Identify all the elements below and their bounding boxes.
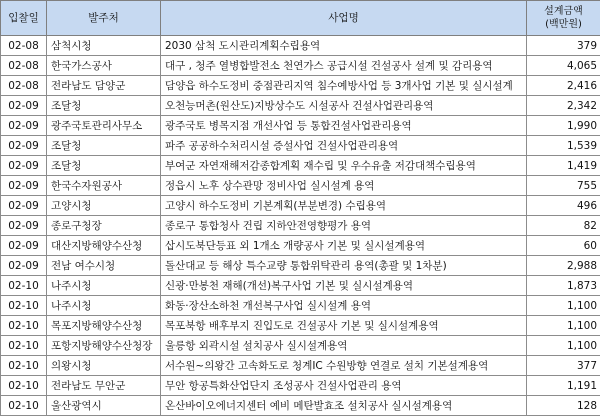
- amount-cell: 1,100: [527, 296, 600, 316]
- client-cell: 조달청: [47, 156, 161, 176]
- client-cell: 울산광역시: [47, 396, 161, 416]
- date-cell: 02-08: [1, 76, 47, 96]
- project-cell: 광주국토 병목지점 개선사업 등 통합건설사업관리용역: [161, 116, 527, 136]
- client-cell: 광주국토관리사무소: [47, 116, 161, 136]
- date-cell: 02-08: [1, 56, 47, 76]
- project-cell: 종로구 통합청사 건립 지하안전영향평가 용역: [161, 216, 527, 236]
- amount-cell: 379: [527, 36, 600, 56]
- table-row: [1, 176, 600, 196]
- table-row: [1, 316, 600, 336]
- date-cell: 02-09: [1, 156, 47, 176]
- project-cell: 담양읍 하수도정비 중점관리지역 침수예방사업 등 3개사업 기본 및 실시설계: [161, 76, 527, 96]
- client-cell: 대산지방해양수산청: [47, 236, 161, 256]
- project-cell: 정읍시 노후 상수관망 정비사업 실시설계 용역: [161, 176, 527, 196]
- project-cell: 온산바이오에너지센터 예비 메탄발효조 설치공사 실시설계용역: [161, 396, 527, 416]
- client-cell: 전라남도 무안군: [47, 376, 161, 396]
- table-row: [1, 156, 600, 176]
- client-cell: 나주시청: [47, 276, 161, 296]
- table-row: [1, 376, 600, 396]
- date-cell: 02-10: [1, 376, 47, 396]
- amount-cell: 2,342: [527, 96, 600, 116]
- table-row: [1, 296, 600, 316]
- date-cell: 02-10: [1, 276, 47, 296]
- header-date: 입찰일: [1, 1, 47, 36]
- header-client: 발주처: [47, 1, 161, 36]
- client-cell: 한국수자원공사: [47, 176, 161, 196]
- table-row: [1, 236, 600, 256]
- amount-cell: 1,990: [527, 116, 600, 136]
- table-row: [1, 116, 600, 136]
- amount-cell: 82: [527, 216, 600, 236]
- amount-cell: 377: [527, 356, 600, 376]
- project-cell: 부여군 자연재해저감종합계획 재수립 및 우수유출 저감대책수립용역: [161, 156, 527, 176]
- project-cell: 삽시도북단등표 외 1개소 개량공사 기본 및 실시설계용역: [161, 236, 527, 256]
- amount-cell: 1,419: [527, 156, 600, 176]
- date-cell: 02-10: [1, 336, 47, 356]
- amount-cell: 496: [527, 196, 600, 216]
- table-row: [1, 216, 600, 236]
- date-cell: 02-09: [1, 216, 47, 236]
- date-cell: 02-10: [1, 316, 47, 336]
- date-cell: 02-09: [1, 116, 47, 136]
- client-cell: 조달청: [47, 96, 161, 116]
- table-header-row: [1, 1, 600, 36]
- table-row: [1, 136, 600, 156]
- date-cell: 02-09: [1, 176, 47, 196]
- date-cell: 02-09: [1, 236, 47, 256]
- header-project: 사업명: [161, 1, 527, 36]
- amount-cell: 755: [527, 176, 600, 196]
- project-cell: 2030 삼척 도시관리계획수립용역: [161, 36, 527, 56]
- project-cell: 목포북항 배후부지 진입도로 건설공사 기본 및 실시설계용역: [161, 316, 527, 336]
- amount-cell: 1,873: [527, 276, 600, 296]
- table-row: [1, 96, 600, 116]
- project-cell: 고양시 하수도정비 기본계획(부분변경) 수립용역: [161, 196, 527, 216]
- amount-cell: 1,539: [527, 136, 600, 156]
- client-cell: 의왕시청: [47, 356, 161, 376]
- client-cell: 삼척시청: [47, 36, 161, 56]
- client-cell: 조달청: [47, 136, 161, 156]
- date-cell: 02-10: [1, 296, 47, 316]
- client-cell: 목포지방해양수산청: [47, 316, 161, 336]
- date-cell: 02-10: [1, 356, 47, 376]
- project-cell: 오천능머촌(원산도)지방상수도 시설공사 건설사업관리용역: [161, 96, 527, 116]
- header-amount-line2: (백만원): [527, 18, 600, 31]
- amount-cell: 1,100: [527, 316, 600, 336]
- amount-cell: 1,191: [527, 376, 600, 396]
- client-cell: 고양시청: [47, 196, 161, 216]
- client-cell: 나주시청: [47, 296, 161, 316]
- project-cell: 무안 항공특화산업단지 조성공사 건설사업관리 용역: [161, 376, 527, 396]
- header-amount: [527, 1, 600, 36]
- date-cell: 02-09: [1, 136, 47, 156]
- table-row: [1, 196, 600, 216]
- client-cell: 종로구청장: [47, 216, 161, 236]
- date-cell: 02-10: [1, 396, 47, 416]
- table-row: [1, 76, 600, 96]
- date-cell: 02-08: [1, 36, 47, 56]
- amount-cell: 1,100: [527, 336, 600, 356]
- project-cell: 신광·만봉천 재해(개선)복구사업 기본 및 실시설계용역: [161, 276, 527, 296]
- client-cell: 한국가스공사: [47, 56, 161, 76]
- table-row: [1, 276, 600, 296]
- table-row: [1, 36, 600, 56]
- project-cell: 대구 , 청주 열병합발전소 천연가스 공급시설 건설공사 설계 및 감리용역: [161, 56, 527, 76]
- amount-cell: 4,065: [527, 56, 600, 76]
- project-cell: 서수원~의왕간 고속화도로 청계IC 수원방향 연결로 설치 기본설계용역: [161, 356, 527, 376]
- table-row: [1, 396, 600, 416]
- client-cell: 전라남도 담양군: [47, 76, 161, 96]
- table-row: [1, 356, 600, 376]
- table-row: [1, 336, 600, 356]
- amount-cell: 2,416: [527, 76, 600, 96]
- date-cell: 02-09: [1, 96, 47, 116]
- amount-cell: 128: [527, 396, 600, 416]
- project-cell: 돌산대교 등 해상 특수교량 통합위탁관리 용역(총괄 및 1차분): [161, 256, 527, 276]
- project-cell: 울릉항 외곽시설 설치공사 실시설계용역: [161, 336, 527, 356]
- project-cell: 화동·장산소하천 개선복구사업 실시설계 용역: [161, 296, 527, 316]
- amount-cell: 2,988: [527, 256, 600, 276]
- table-row: [1, 56, 600, 76]
- amount-cell: 60: [527, 236, 600, 256]
- header-amount-line1: 설계금액: [527, 5, 600, 18]
- table-row: [1, 256, 600, 276]
- client-cell: 포항지방해양수산청장: [47, 336, 161, 356]
- project-cell: 파주 공공하수처리시설 증설사업 건설사업관리용역: [161, 136, 527, 156]
- client-cell: 전남 여수시청: [47, 256, 161, 276]
- date-cell: 02-09: [1, 196, 47, 216]
- date-cell: 02-09: [1, 256, 47, 276]
